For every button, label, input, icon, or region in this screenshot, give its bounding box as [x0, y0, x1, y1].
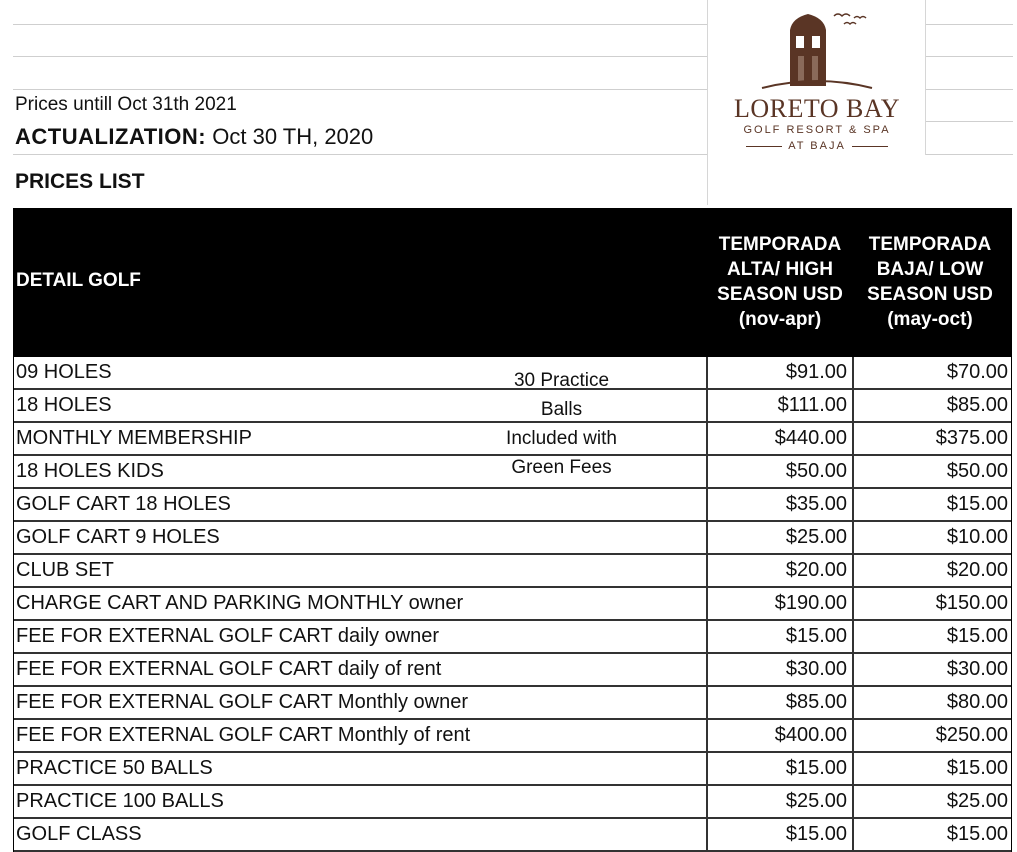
loreto-bay-logo	[722, 8, 912, 158]
row-low-price: $150.00	[935, 592, 1008, 614]
ruled-line	[13, 56, 707, 57]
row-low-price: $10.00	[946, 526, 1008, 548]
row-item: GOLF CART 9 HOLES	[16, 526, 220, 548]
table-row	[14, 489, 1011, 522]
table-row	[14, 555, 1011, 588]
logo-name: LORETO BAY	[733, 94, 901, 123]
row-low-price: $70.00	[946, 361, 1008, 383]
row-item: CLUB SET	[16, 559, 114, 581]
header-low-season: TEMPORADA BAJA/ LOW SEASON USD (may-oct)	[867, 234, 993, 330]
table-row	[14, 687, 1011, 720]
row-item: 18 HOLES KIDS	[16, 460, 164, 482]
ruled-line	[925, 24, 1013, 25]
row-item: FEE FOR EXTERNAL GOLF CART Monthly of rent	[16, 724, 471, 746]
row-high-price: $190.00	[774, 592, 847, 614]
row-low-price: $375.00	[935, 427, 1008, 449]
row-item: GOLF CLASS	[16, 823, 142, 845]
row-low-price: $85.00	[946, 394, 1008, 416]
row-high-price: $85.00	[785, 691, 847, 713]
row-high-price: $15.00	[785, 625, 847, 647]
row-item: PRACTICE 50 BALLS	[16, 757, 213, 779]
row-high-price: $25.00	[785, 526, 847, 548]
ruled-line	[925, 121, 1013, 122]
row-low-price: $15.00	[946, 823, 1008, 845]
table-row	[14, 786, 1011, 819]
row-item: CHARGE CART AND PARKING MONTHLY owner	[16, 592, 464, 614]
ruled-line	[13, 24, 707, 25]
ruled-line	[925, 0, 926, 155]
row-high-price: $15.00	[785, 757, 847, 779]
row-low-price: $25.00	[946, 790, 1008, 812]
ruled-line	[925, 56, 1013, 57]
actualization-line	[15, 124, 373, 150]
practice-balls-note: 30 Practice Balls Included with Green Fees	[506, 370, 617, 478]
prices-list-heading: PRICES LIST	[15, 170, 145, 193]
price-table	[13, 208, 1012, 852]
ruled-line	[13, 89, 707, 90]
prices-until-text: Prices untill Oct 31th 2021	[15, 94, 237, 115]
tower-logo-icon	[722, 8, 912, 94]
row-high-price: $91.00	[785, 361, 847, 383]
table-row	[14, 753, 1011, 786]
row-low-price: $20.00	[946, 559, 1008, 581]
ruled-line	[13, 154, 707, 155]
table-header	[13, 208, 1012, 357]
header-high-season: TEMPORADA ALTA/ HIGH SEASON USD (nov-apr)	[717, 234, 843, 330]
row-high-price: $50.00	[785, 460, 847, 482]
row-item: FEE FOR EXTERNAL GOLF CART Monthly owner	[16, 691, 468, 713]
row-high-price: $440.00	[774, 427, 847, 449]
logo-location-text: AT BAJA	[788, 140, 846, 152]
row-low-price: $50.00	[946, 460, 1008, 482]
table-row	[14, 819, 1011, 852]
row-high-price: $25.00	[785, 790, 847, 812]
row-high-price: $400.00	[774, 724, 847, 746]
table-row	[14, 654, 1011, 687]
logo-subtitle: GOLF RESORT & SPA	[743, 124, 891, 136]
row-low-price: $15.00	[946, 493, 1008, 515]
row-high-price: $35.00	[785, 493, 847, 515]
row-item: PRACTICE 100 BALLS	[16, 790, 224, 812]
header-detail-golf: DETAIL GOLF	[16, 270, 141, 291]
table-row	[14, 522, 1011, 555]
row-high-price: $20.00	[785, 559, 847, 581]
row-item: 18 HOLES	[16, 394, 112, 416]
table-row	[14, 588, 1011, 621]
table-body	[13, 357, 1012, 852]
ruled-line	[707, 0, 708, 205]
row-high-price: $111.00	[777, 394, 847, 416]
row-high-price: $15.00	[785, 823, 847, 845]
actualization-date: Oct 30 TH, 2020	[212, 124, 374, 149]
row-item: FEE FOR EXTERNAL GOLF CART daily owner	[16, 625, 440, 647]
row-low-price: $30.00	[946, 658, 1008, 680]
row-low-price: $80.00	[946, 691, 1008, 713]
table-row	[14, 720, 1011, 753]
row-high-price: $30.00	[785, 658, 847, 680]
ruled-line	[925, 154, 1013, 155]
row-low-price: $250.00	[935, 724, 1008, 746]
table-row	[14, 621, 1011, 654]
row-item: 09 HOLES	[16, 361, 112, 383]
row-item: FEE FOR EXTERNAL GOLF CART daily of rent	[16, 658, 442, 680]
row-item: GOLF CART 18 HOLES	[16, 493, 231, 515]
actualization-label: ACTUALIZATION:	[15, 124, 207, 149]
logo-location	[722, 140, 912, 152]
row-low-price: $15.00	[946, 625, 1008, 647]
row-item: MONTHLY MEMBERSHIP	[16, 427, 252, 449]
row-low-price: $15.00	[946, 757, 1008, 779]
ruled-line	[925, 89, 1013, 90]
